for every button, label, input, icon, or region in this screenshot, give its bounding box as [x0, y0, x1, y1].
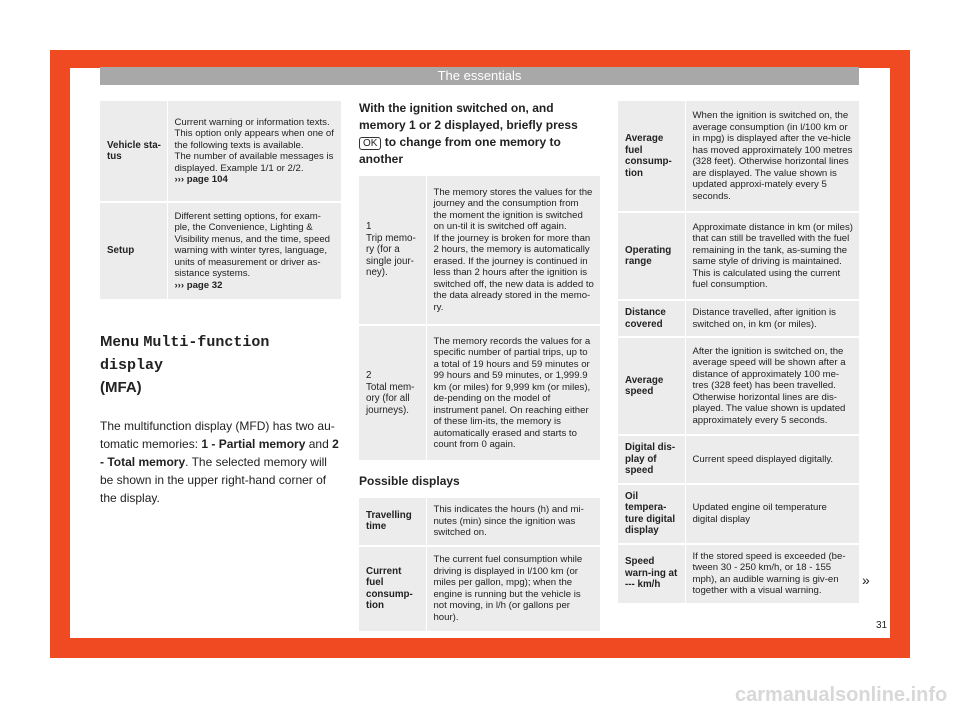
page-header: The essentials — [100, 67, 859, 85]
section-heading — [100, 331, 341, 399]
row-key — [618, 101, 685, 211]
table-row — [359, 326, 600, 460]
key-text: Vehicle sta- tus — [107, 139, 161, 162]
column-right — [618, 99, 859, 605]
value-text: The memory records the values for a specific number of partial trips, up to a total of 19 hours and 59 minutes or 99 hours and 59 minutes, or 1,999.9 km (or miles) for 9,999 km (or miles), de-pending on the model of instrument panel. On reaching either of these lim-its, the memory is automatically erased and starts to count from 0 again. — [433, 335, 591, 450]
row-value — [685, 485, 859, 543]
row-value — [426, 326, 600, 460]
key-text: Oil tempera-ture digital display — [625, 490, 676, 536]
value-text: This indicates the hours (h) and mi-nutes (min) since the ignition was switched on. — [433, 504, 584, 538]
page-reference-link[interactable]: ››› page 104 — [174, 174, 228, 185]
table-row — [618, 301, 859, 336]
column-middle — [359, 100, 600, 633]
bold-text: 2 - Total memory — [100, 437, 339, 469]
memory-table — [359, 174, 600, 462]
row-value — [685, 213, 859, 299]
value-text: Current speed displayed digitally. — [692, 453, 834, 465]
displays-table — [359, 496, 600, 633]
key-text: Operating range — [625, 244, 672, 267]
bold-text: 1 - Partial memory — [201, 437, 306, 451]
row-key — [618, 436, 685, 483]
text: With the ignition switched on, and memory 1 or 2 displayed, briefly press — [359, 101, 578, 132]
table-row — [618, 338, 859, 434]
value-text: The current fuel consumption while driving is displayed in l/100 km (or miles per gallon, mpg); when the engine is running but the vehicle is not moving, in l/h (or gallons per hour). — [433, 554, 583, 623]
text: The multifunction display (MFD) has two au-tomatic memories: — [100, 419, 335, 451]
key-text: Setup — [107, 245, 135, 257]
table-row — [359, 176, 600, 324]
row-key — [100, 101, 167, 201]
displays-heading: Possible displays — [359, 474, 460, 488]
value-text: The memory stores the values for the journey and the consumption from the moment the ignition is switched on un-til it is switched off again. If the journey is broken for more than 2 hours, the memory is automatically erased. If the journey is continued in less than 2 hours after the ignition is switched off, the new data is added to the data already stored in the memo-ry. — [433, 186, 594, 313]
table-row — [618, 436, 859, 483]
key-text: Digital dis-play of speed — [625, 442, 676, 476]
lead-text — [359, 100, 600, 168]
key-text: Travelling time — [366, 509, 412, 533]
row-key — [359, 498, 426, 545]
row-value — [685, 436, 859, 483]
ok-button-icon: OK — [359, 137, 381, 150]
row-value — [685, 301, 859, 336]
key-text: 2 Total mem-ory (for all journeys). — [366, 370, 415, 416]
page-number: 31 — [876, 620, 888, 631]
row-key — [359, 326, 426, 460]
body-paragraph — [100, 417, 341, 507]
row-key — [618, 485, 685, 543]
vehicle-status-table — [100, 99, 341, 301]
trip-data-table — [618, 99, 859, 605]
table-row — [359, 498, 600, 545]
row-value — [685, 101, 859, 211]
heading-prefix: Menu — [100, 333, 140, 350]
table-row — [618, 101, 859, 211]
value-text: When the ignition is switched on, the average consumption (in l/100 km or in mpg) is displayed after the ve-hicle has moved approximately 100 metres (328 feet). Otherwise horizontal lines are displayed. The value shown is updated approxi-mately every 5 seconds. — [692, 110, 853, 202]
value-text: Updated engine oil temperature digital display — [692, 502, 827, 525]
table-row — [618, 485, 859, 543]
row-key — [618, 545, 685, 603]
key-text: Average fuel consump-tion — [625, 133, 672, 179]
key-text: 1 Trip memo-ry (for a single jour-ney). — [366, 221, 416, 279]
row-key — [359, 176, 426, 324]
row-key — [618, 213, 685, 299]
continued-marker: » — [862, 572, 870, 588]
value-text: Different setting options, for exam-ple, the Convenience, Lighting & Visibility menus, and the time, speed warning with winter tyres, language, units of measurement or driver as-sistance systems. — [174, 210, 331, 280]
heading-suffix: (MFA) — [100, 379, 142, 396]
value-text: Current warning or information texts. This option only appears when one of the following texts is available. The number of available messages is displayed. Example 1/1 or 2/2. — [174, 116, 334, 174]
text: . The selected memory will be shown in the upper right-hand corner of the display. — [100, 455, 327, 505]
value-text: If the stored speed is exceeded (be-tween 30 - 250 km/h, or 18 - 155 mph), an audible warning is giv-en together with a visual warning. — [692, 550, 846, 596]
row-key — [100, 203, 167, 299]
table-row — [100, 101, 341, 201]
table-row — [359, 547, 600, 631]
column-left — [100, 99, 341, 519]
text: to change from one memory to another — [359, 135, 561, 166]
value-text: Distance travelled, after ignition is switched on, in km (or miles). — [692, 307, 836, 330]
page-reference-link[interactable]: ››› page 32 — [174, 279, 223, 291]
value-text: Approximate distance in km (or miles) that can still be travelled with the fuel remaining in the tank, as-suming the same style of driving is maintained. This is calculated using the current fuel consumption. — [692, 221, 853, 290]
row-value — [167, 101, 341, 201]
row-value — [685, 338, 859, 434]
row-value — [426, 498, 600, 545]
table-row — [100, 203, 341, 299]
row-value — [685, 545, 859, 603]
row-value — [426, 176, 600, 324]
text: and — [305, 437, 333, 451]
heading-mono: Multi-function display — [100, 334, 270, 374]
row-key — [618, 301, 685, 336]
key-text: Current fuel consump-tion — [366, 565, 413, 611]
table-row — [618, 213, 859, 299]
row-key — [618, 338, 685, 434]
table-row — [618, 545, 859, 603]
key-text: Speed warn-ing at --- km/h — [625, 556, 678, 591]
row-value — [167, 203, 341, 299]
row-key — [359, 547, 426, 631]
watermark: carmanualsonline.info — [735, 684, 948, 706]
value-text: After the ignition is switched on, the average speed will be shown after a distance of approximately 100 me-tres (328 feet) has been travelled. Otherwise horizontal lines are dis-played. The value shown is updated approximately every 5 seconds. — [692, 345, 846, 426]
key-text: Distance covered — [625, 307, 666, 330]
row-value — [426, 547, 600, 631]
key-text: Average speed — [625, 374, 664, 397]
